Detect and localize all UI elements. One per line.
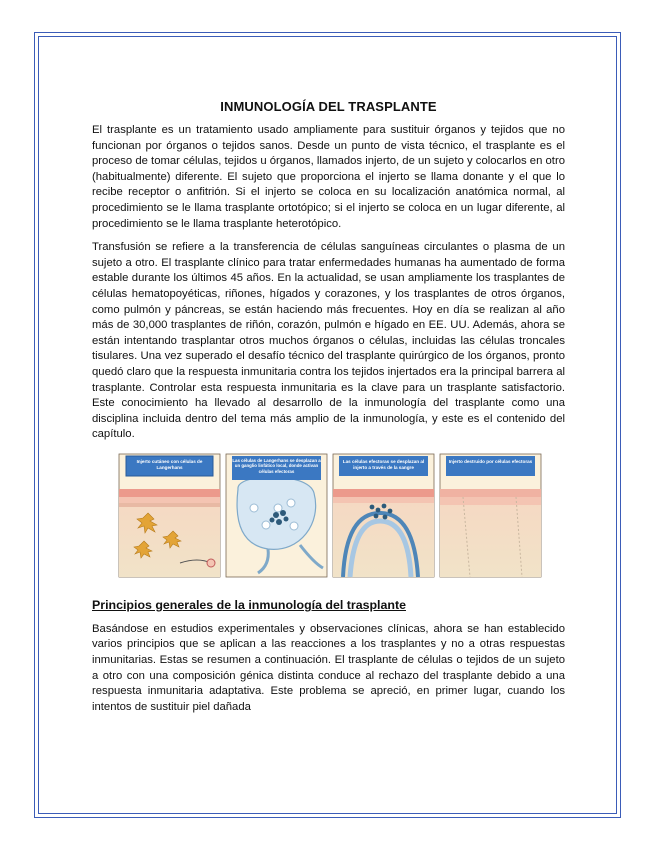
section-paragraph: Basándose en estudios experimentales y observaciones clínicas, ahora se han establecido varios principios que se aplican a las reacciones a los trasplantes y no a otras respuestas inmunitarias. Estas se resumen a continuación. El trasplante de células o tejidos de un sujeto a otro con una composición génica distinta conduce al rechazo del trasplante debido a una respuesta inmunitaria adaptativa. Este problema se apreció, en primer lugar, cuando los intentos de sustituir piel dañada xyxy=(92,622,565,713)
document-title: INMUNOLOGÍA DEL TRASPLANTE xyxy=(220,99,437,114)
section-heading: Principios generales de la inmunología del trasplante xyxy=(92,597,406,612)
document-body xyxy=(92,99,565,723)
intro-paragraph: El trasplante es un tratamiento usado ampliamente para sustituir órganos y tejidos que no funcionan por órganos o tejidos sanos. Desde un punto de vista técnico, el trasplante es el proceso de tomar células, tejidos u órganos, llamados injerto, de un sujeto y colocarlos en otro (habitualmente) diferente. El sujeto que proporciona el injerto se llama donante y el que lo recibe receptor o anfitrión. Si el injerto se coloca en su localización anatómica normal, al procedimiento se le llama trasplante ortotópico; si el injerto se coloca en un lugar diferente, al procedimiento se le llama trasplante heterotópico. xyxy=(92,124,565,230)
panel-3-caption: Las células efectoras se desplazan al injerto a través de la sangre xyxy=(342,458,425,470)
panel-2-caption: Las células de Langerhans se desplazan a un ganglio linfático local, donde activan células efectoras xyxy=(232,457,321,474)
transfusion-paragraph: Transfusión se refiere a la transferencia de células sanguíneas circulantes o plasma de un sujeto a otro. El trasplante clínico para tratar enfermedades humanas ha aumentado de forma estable durante los últimos 45 años. En la actualidad, se usan ampliamente los trasplantes de células hematopoyéticas, riñones, hígados y corazones, y los trasplantes de otros órganos, como pulmón y páncreas, se están haciendo más frecuentes. Hoy en día se realizan al año más de 30,000 trasplantes de riñón, corazón, pulmón e hígado en EE. UU. Además, ahora se están intentando trasplantar otros muchos órganos o células, incluidas las células troncales tisulares. Una vez superado el desafío técnico del trasplante quirúrgico de los órganos, pronto quedó claro que la respuesta inmunitaria contra los tejidos injertados era la principal barrera al trasplante. Controlar esta respuesta inmunitaria es la clave para un trasplante satisfactorio. Este conocimiento ha llevado al desarrollo de la inmunología del trasplante como una disciplina incluida dentro del tema más amplio de la inmunología, y este es el contenido del capítulo. xyxy=(92,241,565,441)
panel-4-caption: Injerto destruido por células efectoras xyxy=(448,458,533,464)
panel-1-caption: Injerto cutáneo con células de Langerhans xyxy=(136,458,203,470)
transplant-rejection-figure xyxy=(118,453,543,578)
